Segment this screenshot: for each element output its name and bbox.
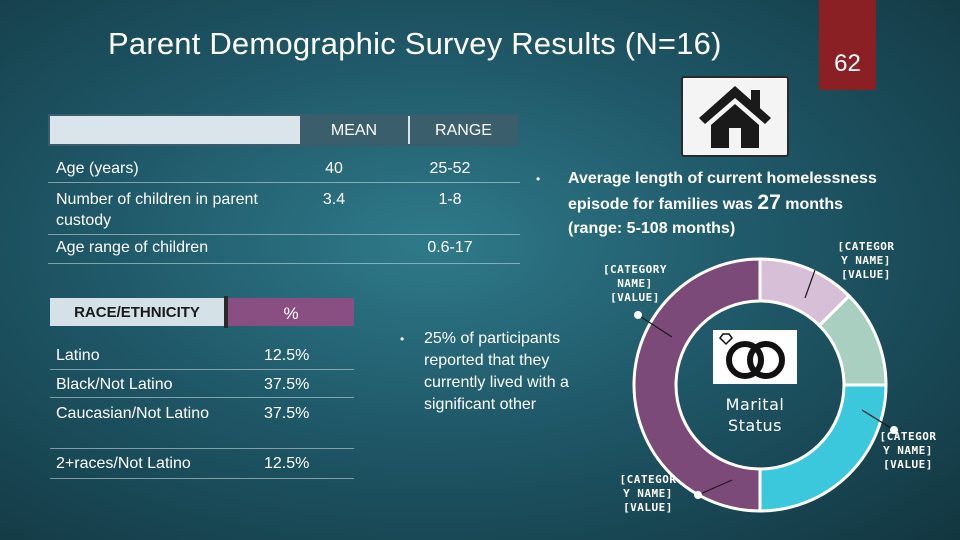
slide-number: 62 — [834, 50, 861, 77]
row-range-children: 1-8 — [438, 191, 462, 208]
leader-dot — [694, 491, 702, 499]
donut-label: [CATEGOR Y NAME] [VALUE] — [879, 430, 937, 471]
race-row-label: Caucasian/Not Latino — [56, 405, 209, 422]
bullet-marker: • — [400, 332, 405, 346]
race-row-pct: 12.5% — [264, 347, 310, 364]
bullet-line: (range: 5-108 months) — [568, 220, 736, 237]
demographics-table-header — [48, 114, 519, 146]
race-row-label: 2+races/Not Latino — [56, 455, 191, 472]
mean-column-header: MEAN — [300, 116, 408, 144]
bullet-line: episode for families was 27 months — [568, 191, 843, 214]
donut-label: [CATEGOR Y NAME] [VALUE] — [619, 473, 677, 514]
race-row-pct: 12.5% — [264, 455, 310, 472]
row-divider — [48, 263, 520, 264]
months-value: 27 — [757, 191, 781, 214]
race-row-label: Latino — [56, 347, 100, 364]
race-row-pct: 37.5% — [264, 376, 310, 393]
race-row-label: Black/Not Latino — [56, 376, 173, 393]
row-mean-age: 40 — [325, 160, 343, 177]
wedding-rings-icon — [713, 330, 797, 384]
slide-number-tab — [819, 0, 876, 90]
row-divider — [50, 478, 354, 479]
bullet-line: Average length of current homelessness — [568, 170, 877, 187]
row-divider — [48, 182, 520, 183]
row-label-age: Age (years) — [56, 160, 139, 177]
row-label-children-age: Age range of children — [56, 239, 209, 256]
rings-icon-box — [713, 330, 797, 384]
row-range-age: 25-52 — [429, 160, 471, 177]
page-title: Parent Demographic Survey Results (N=16) — [108, 26, 722, 61]
row-divider — [50, 397, 354, 398]
race-row-pct: 37.5% — [264, 405, 310, 422]
row-divider — [48, 234, 520, 235]
percent-header: % — [228, 298, 354, 326]
race-ethnicity-header: RACE/ETHNICITY — [50, 298, 224, 326]
bullet-marker: • — [536, 172, 541, 186]
donut-center-label: Marital Status — [725, 395, 785, 435]
range-column-header: RANGE — [410, 116, 517, 144]
home-icon — [695, 80, 775, 152]
row-divider — [50, 369, 354, 370]
row-label-children: Number of children in parent custody — [56, 191, 258, 229]
row-divider — [50, 448, 354, 449]
row-range-children-age: 0.6-17 — [427, 239, 473, 256]
donut-label: [CATEGOR Y NAME] [VALUE] — [837, 240, 895, 281]
bullet-text: 25% of participants reported that they currently lived with a significant other — [424, 330, 569, 413]
donut-label: [CATEGORY NAME] [VALUE] — [602, 263, 668, 304]
leader-dot — [634, 311, 642, 319]
row-mean-children: 3.4 — [322, 191, 346, 208]
home-icon-box — [681, 76, 789, 157]
